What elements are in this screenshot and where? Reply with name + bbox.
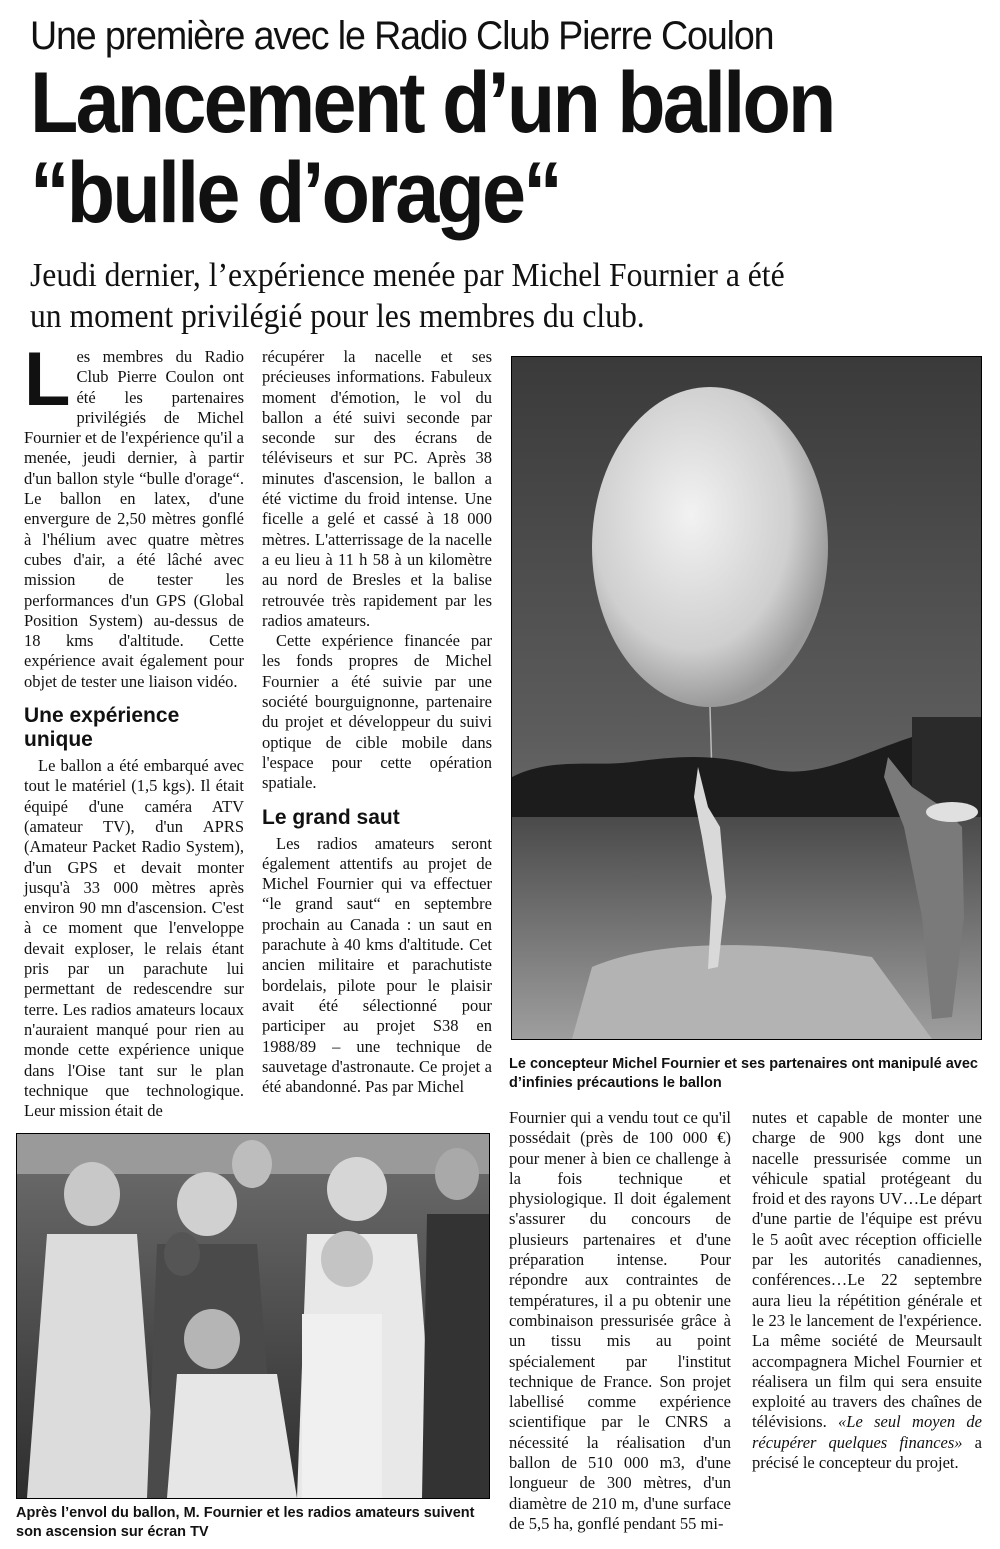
photo2-caption: Après l’envol du ballon, M. Fournier et les radios amateurs suivent son ascension sur écran TV bbox=[16, 1505, 475, 1540]
standfirst-line-2: un moment privilégié pour les membres du club. bbox=[30, 298, 645, 335]
tv-screen-icon bbox=[302, 1314, 382, 1498]
paragraph-5: Les radios amateurs seront également attentifs au projet de Michel Fournier qui va effectuer “le grand saut“ en septembre prochain au Canada : un saut en parachute à 40 kms d'altitude. Cet ancien militaire et parachutiste bordelais, pilote pour le plaisir avait été sélectionné pour participer au projet S38 en 1988/89 – une technique de sauvetage d'astronaute. Ce projet a été abandonné. Pas par Michel bbox=[262, 833, 492, 1097]
balloon-launch-photo bbox=[511, 356, 982, 1040]
kicker: Une première avec le Radio Club Pierre Coulon bbox=[30, 14, 774, 58]
subhead-grand-saut: Le grand saut bbox=[262, 805, 400, 829]
article-column-4 bbox=[752, 1108, 982, 1473]
paragraph-1: es membres du Radio Club Pierre Coulon ont été les partenaires privilégiés de Michel Fournier et de l'expérience qu'il a menée, jeudi dernier, à partir d'un ballon style “bulle d'orage“. Le ballon en latex, d'une envergure de 2,50 mètres gonflé à l'hélium avec quatre mètres cubes d'air, a été lâché avec mission de tester les performances d'un GPS (Global Position System) au-dessus de 18 kms d'altitude. Cette expérience avait également pour objet de tester une liaison vidéo. bbox=[24, 347, 244, 691]
paragraph-7 bbox=[752, 1108, 982, 1473]
paragraph-6: Fournier qui a vendu tout ce qu'il possédait (près de 100 000 €) pour mener à bien ce challenge à la fois technique et physiologique. Il doit également s'assurer du concours de plusieurs partenaires et d'une préparation intense. Pour répondre aux contraintes de températures, il a pu obtenir une combinaison pressurisée grâce à un tissu mis au point spécialement par l'institut technique de France. Son projet labellisé comme expérience scientifique par le CNRS a nécessité la réalisation d'un ballon de 510 000 m3, d'une longueur de 300 mètres, d'un diamètre de 210 m, d'une surface de 5,5 ha, gonflé pendant 55 mi- bbox=[509, 1108, 731, 1533]
photo1-caption: Le concepteur Michel Fournier et ses partenaires ont manipulé avec d’infinies précautions le ballon bbox=[509, 1056, 978, 1091]
article-column-2 bbox=[262, 347, 492, 1097]
paragraph-3: récupérer la nacelle et ses précieuses informations. Fabuleux moment d'émotion, le vol du ballon a été suivi seconde par seconde sur des écrans de téléviseurs et sur PC. Après 38 minutes d'ascension, le ballon a été victime du froid intense. Une ficelle a gelé et cassé à 18 000 mètres. L'atterrissage de la nacelle a eu lieu à 11 h 58 à un kilomètre au nord de Bresles et la balise retrouvée très rapidement par les radios amateurs. bbox=[262, 347, 492, 630]
article-column-1 bbox=[24, 337, 244, 1121]
drop-cap: L bbox=[24, 337, 71, 422]
balloon-icon bbox=[592, 387, 828, 707]
article-column-3 bbox=[509, 1108, 731, 1534]
headline-line-2: “bulle d’orage“ bbox=[30, 145, 561, 241]
headline-line-1: Lancement d’un ballon bbox=[30, 55, 834, 151]
paragraph-7-text: nutes et capable de monter une charge de 900 kgs dont une nacelle pressurisée comme un véhicule spatial protégeant du froid et des rayons UV…Le départ d'une partie de l'équipe est prévu le 5 août avec réception officielle par les autorités canadiennes, conférences…Le 22 septembre aura lieu la répétition générale et le 23 le lancement de l'expérience. La même société de Meursault accompagnera Michel Fournier et réalisera un film qui sera ensuite exploité au travers des chaînes de télévisions. bbox=[752, 1108, 982, 1432]
intro-paragraph bbox=[24, 337, 244, 692]
standfirst bbox=[30, 255, 914, 337]
standfirst-line-1: Jeudi dernier, l’expérience menée par Michel Fournier a été bbox=[30, 257, 785, 294]
headline bbox=[30, 55, 913, 241]
paragraph-2: Le ballon a été embarqué avec tout le matériel (1,5 kgs). Il était équipé d'une caméra ATV (amateur TV), d'un APRS (Amateur Packet Radio System), d'un GPS et devait monter jusqu'à 33 000 mètres après environ 90 mn d'ascension. C'est à ce moment que l'enveloppe devait exploser, le relais étant pris par un parachute lui permettant de redescendre sur terre. Les radios amateurs locaux n'auraient manqué pour rien au monde cette expérience unique dans l'Oise tant sur le plan technique que technologique. Leur mission était de bbox=[24, 756, 244, 1121]
paragraph-7-end: a précisé le concepteur du projet. bbox=[752, 1432, 982, 1473]
balloon-launch-illustration bbox=[512, 357, 981, 1039]
paragraph-4: Cette expérience financée par les fonds propres de Michel Fournier a été suivie par une société bourguignonne, partenaire du projet et développeur du suivi optique de cible mobile dans l'espace pour cette opération spatiale. bbox=[262, 631, 492, 793]
subhead-experience-unique: Une expérience unique bbox=[24, 704, 180, 752]
radio-amateurs-illustration bbox=[17, 1134, 489, 1498]
quote: «Le seul moyen de récupérer quelques finances» bbox=[752, 1412, 983, 1452]
radio-amateurs-screen-photo bbox=[16, 1133, 490, 1499]
